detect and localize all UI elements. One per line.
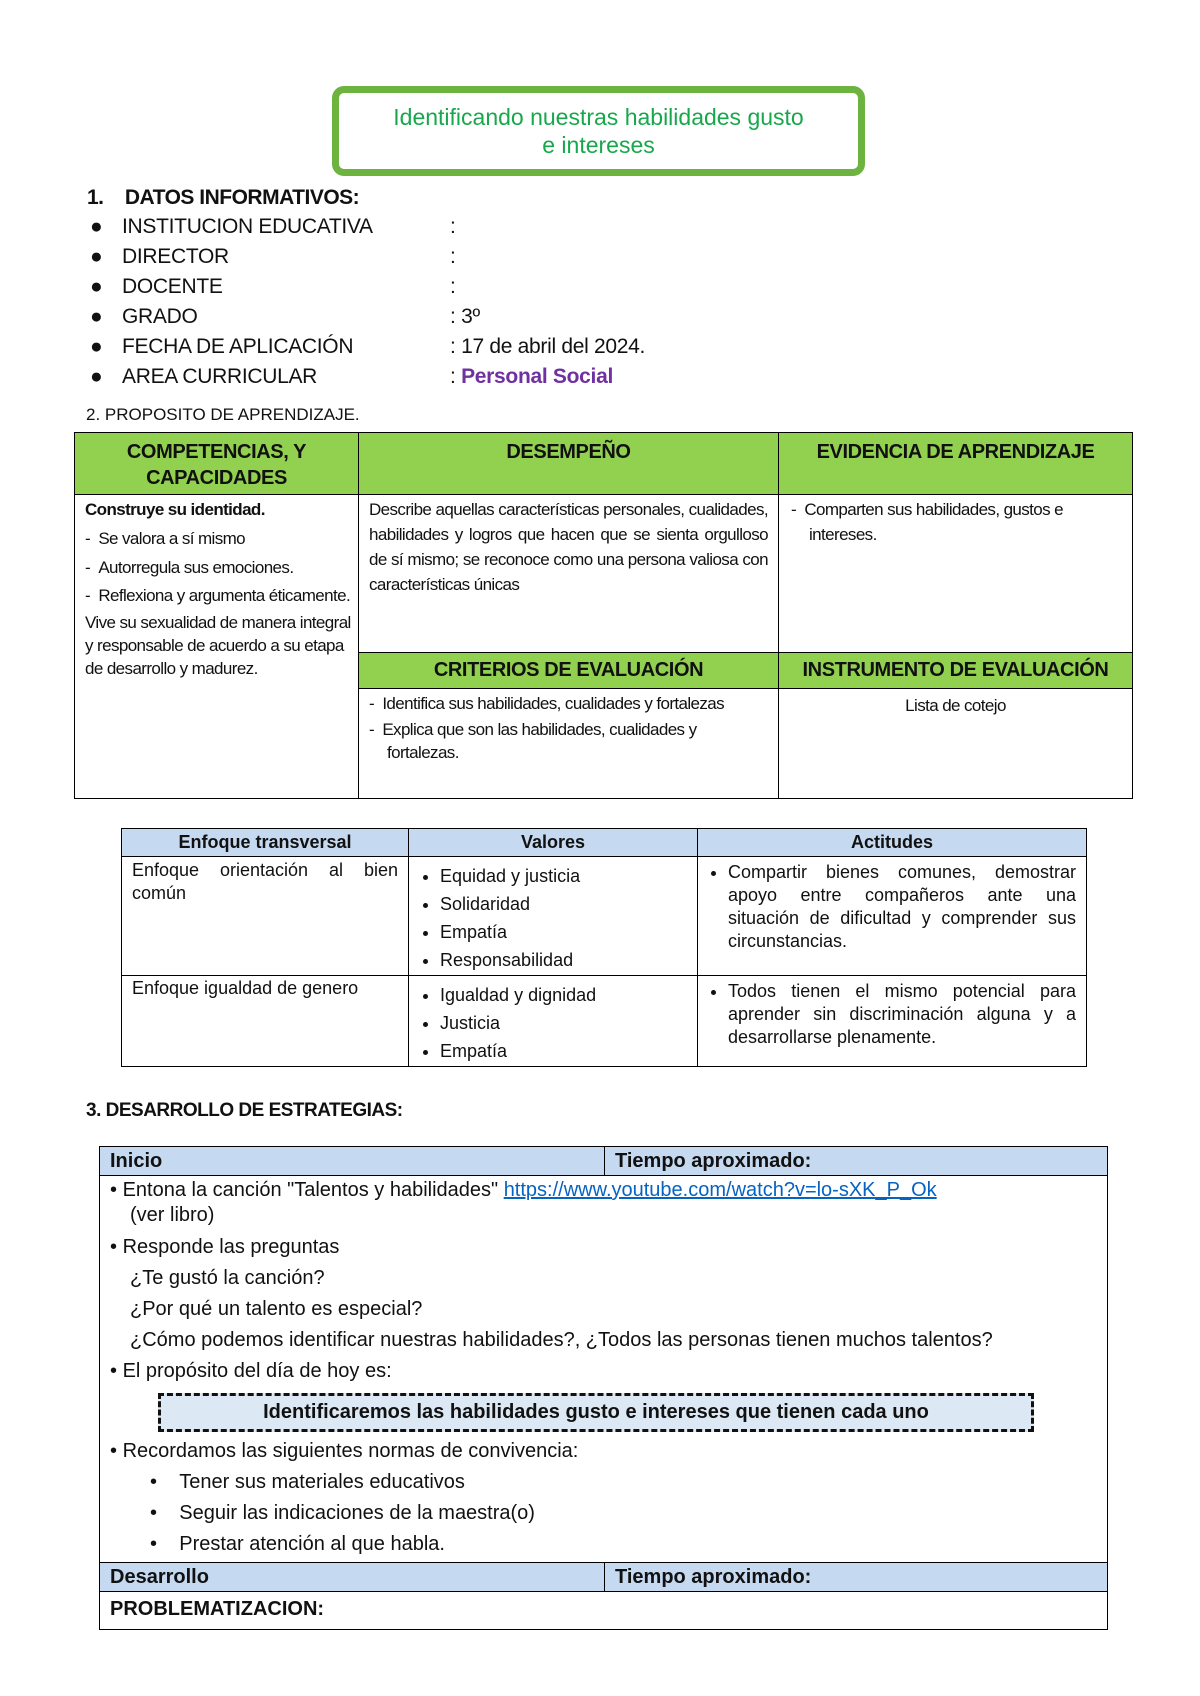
- info-value: :: [450, 245, 456, 268]
- problematizacion-label: PROBLEMATIZACION:: [110, 1598, 325, 1620]
- valores-cell: [409, 976, 698, 1067]
- header-competencias: COMPETENCIAS, Y CAPACIDADES: [75, 433, 359, 495]
- song-line: • Entona la canción "Talentos y habilidades" https://www.youtube.com/watch?v=lo-sXK_P_Ok: [110, 1179, 937, 1201]
- actitud-item: • Todos tienen el mismo potencial para aprender sin discriminación alguna y a desarrollarse plenamente.: [728, 980, 1076, 1049]
- responde-line: • Responde las preguntas: [110, 1236, 340, 1258]
- info-value: :: [450, 215, 456, 238]
- valores-cell: [409, 857, 698, 976]
- capacidad-item: - Se valora a sí mismo: [85, 529, 246, 548]
- desempeno-text: Describe aquellas características personales, cualidades, habilidades y logros que hacen que se sienta orgulloso de sí mismo; se reconoce como una persona valiosa con características únicas: [369, 500, 768, 594]
- evidencia-cell: [779, 495, 1133, 653]
- instrumento-text: Lista de cotejo: [905, 696, 1006, 715]
- evidencia-item: - Comparten sus habilidades, gustos e intereses.: [791, 500, 1064, 544]
- header-valores: Valores: [409, 829, 698, 857]
- valor-item: • Responsabilidad: [440, 946, 696, 974]
- norma-item: • Tener sus materiales educativos: [150, 1471, 465, 1493]
- actitudes-cell: [698, 857, 1087, 976]
- actitud-item: • Compartir bienes comunes, demostrar apoyo entre compañeros ante una situación de dificultad y comprender sus circunstancias.: [728, 861, 1076, 953]
- desempeno-cell: [359, 495, 779, 653]
- inicio-label: Inicio: [100, 1147, 605, 1176]
- tiempo-label: Tiempo aproximado:: [605, 1147, 1108, 1176]
- valor-item: • Justicia: [440, 1009, 696, 1037]
- enfoque-text: Enfoque orientación al bien común: [132, 860, 398, 903]
- section-1-heading: 1. DATOS INFORMATIVOS:: [87, 186, 360, 209]
- song-link[interactable]: https://www.youtube.com/watch?v=lo-sXK_P_Ok: [503, 1179, 937, 1201]
- capacidad-item: - Autorregula sus emociones.: [85, 558, 294, 577]
- pregunta-item: ¿Por qué un talento es especial?: [130, 1298, 423, 1320]
- criterio-item: - Identifica sus habilidades, cualidades y fortalezas: [369, 694, 725, 713]
- header-actitudes: Actitudes: [698, 829, 1087, 857]
- valor-item: • Solidaridad: [440, 890, 696, 918]
- pregunta-item: ¿Cómo podemos identificar nuestras habilidades?, ¿Todos las personas tienen muchos talentos?: [130, 1329, 993, 1351]
- desarrollo-label: Desarrollo: [100, 1563, 605, 1592]
- actitudes-cell: [698, 976, 1087, 1067]
- criterios-cell: [359, 689, 779, 799]
- info-label: AREA CURRICULAR: [122, 365, 318, 388]
- estrategias-table: [99, 1146, 1108, 1630]
- title-box: [332, 86, 865, 176]
- info-label: DIRECTOR: [122, 245, 229, 268]
- inicio-content: [100, 1176, 1108, 1563]
- section-3-heading: 3. DESARROLLO DE ESTRATEGIAS:: [86, 1100, 403, 1121]
- norma-item: • Seguir las indicaciones de la maestra(o): [150, 1502, 535, 1524]
- enfoque-text: Enfoque igualdad de genero: [132, 978, 359, 998]
- proposito-intro: • El propósito del día de hoy es:: [110, 1360, 392, 1382]
- enfoque-cell: [122, 857, 409, 976]
- criterio-item: - Explica que son las habilidades, cualidades y fortalezas.: [369, 720, 697, 762]
- proposito-table: [74, 432, 1133, 799]
- header-desempeno: DESEMPEÑO: [359, 433, 779, 495]
- competencia-title: Construye su identidad.: [85, 500, 265, 519]
- problematizacion-cell: [100, 1592, 1108, 1630]
- instrumento-cell: [779, 689, 1133, 799]
- info-label: FECHA DE APLICACIÓN: [122, 335, 354, 358]
- enfoques-table: [121, 828, 1087, 1067]
- valor-item: • Equidad y justicia: [440, 862, 696, 890]
- info-label: DOCENTE: [122, 275, 223, 298]
- info-value: : 3º: [450, 305, 480, 328]
- valor-item: • Igualdad y dignidad: [440, 981, 696, 1009]
- header-criterios: CRITERIOS DE EVALUACIÓN: [359, 653, 779, 689]
- capacidad-item: - Reflexiona y argumenta éticamente.: [85, 586, 351, 605]
- pregunta-item: ¿Te gustó la canción?: [130, 1267, 325, 1289]
- info-label: GRADO: [122, 305, 198, 328]
- enfoque-cell: [122, 976, 409, 1067]
- tiempo-label-2: Tiempo aproximado:: [605, 1563, 1108, 1592]
- valor-item: • Empatía: [440, 918, 696, 946]
- header-enfoque: Enfoque transversal: [122, 829, 409, 857]
- normas-intro: • Recordamos las siguientes normas de convivencia:: [110, 1440, 579, 1462]
- proposito-box: Identificaremos las habilidades gusto e intereses que tienen cada uno: [158, 1393, 1034, 1432]
- document-title: Identificando nuestras habilidades gusto e intereses: [393, 104, 804, 158]
- valor-item: • Empatía: [440, 1037, 696, 1065]
- competencia-extra: Vive su sexualidad de manera integral y responsable de acuerdo a su etapa de desarrollo y madurez.: [85, 613, 351, 678]
- section-2-heading: 2. PROPOSITO DE APRENDIZAJE.: [86, 405, 360, 424]
- song-note: (ver libro): [130, 1204, 215, 1226]
- header-instrumento: INSTRUMENTO DE EVALUACIÓN: [779, 653, 1133, 689]
- info-label: INSTITUCION EDUCATIVA: [122, 215, 373, 238]
- info-value: : 17 de abril del 2024.: [450, 335, 646, 358]
- area-curricular-value: Personal Social: [461, 365, 613, 388]
- competencias-cell: [75, 495, 359, 799]
- info-value: : Personal Social: [450, 365, 613, 388]
- header-evidencia: EVIDENCIA DE APRENDIZAJE: [779, 433, 1133, 495]
- info-value: :: [450, 275, 456, 298]
- norma-item: • Prestar atención al que habla.: [150, 1533, 445, 1555]
